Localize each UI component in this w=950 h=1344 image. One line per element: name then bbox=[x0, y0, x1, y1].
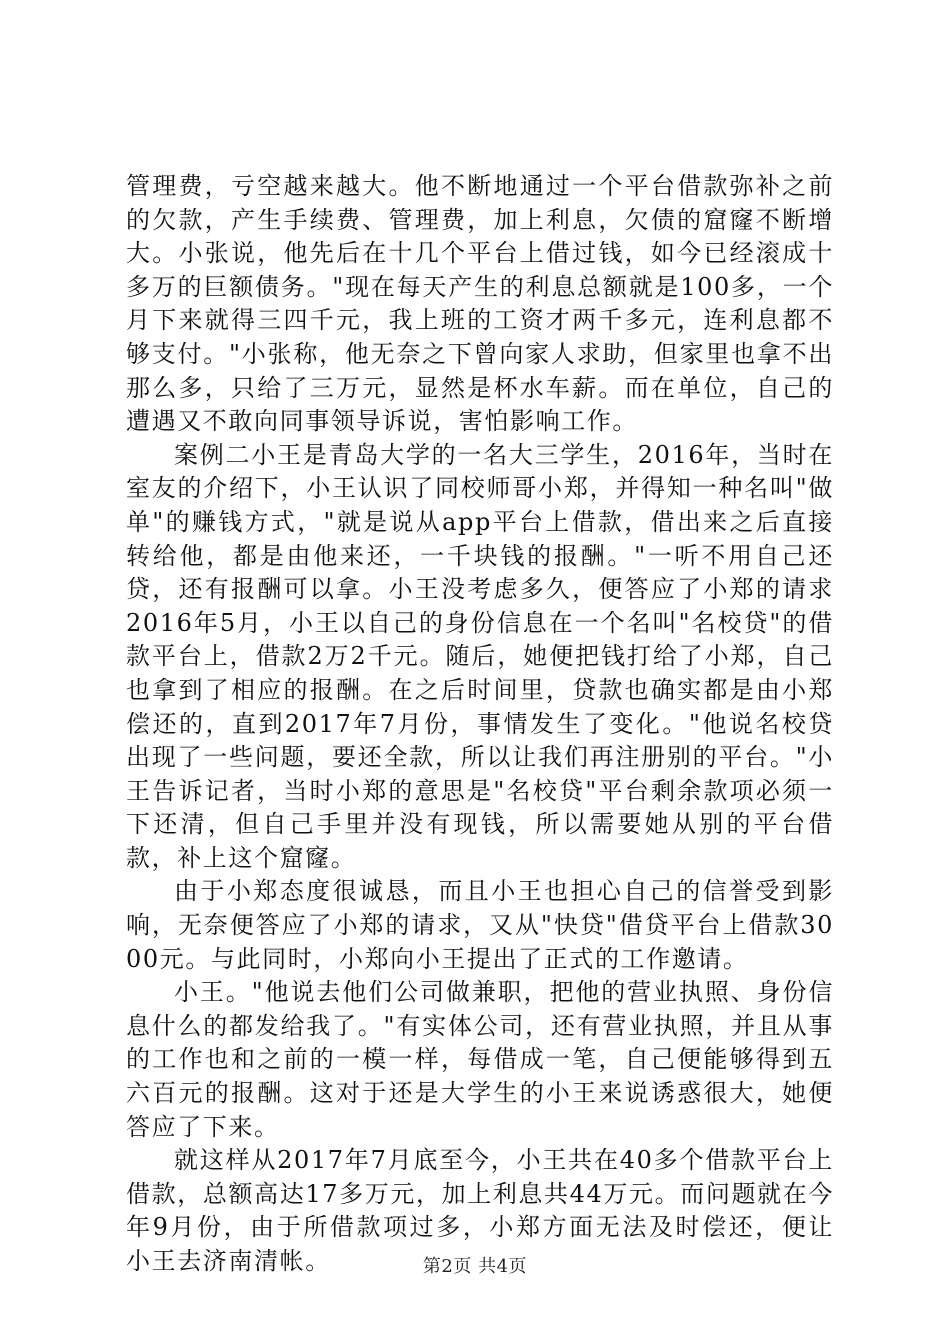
paragraph-1: 管理费，亏空越来越大。他不断地通过一个平台借款弥补之前的欠款，产生手续费、管理费，加上利息，欠债的窟窿不断增大。小张说，他先后在十几个平台上借过钱，如今已经滚成十多万的巨额债务。"现在每天产生的利息总额就是100多，一个月下来就得三四千元，我上班的工资才两千多元，连利息都不够支付。"小张称，他无奈之下曾向家人求助，但家里也拿不出那么多，只给了三万元，显然是杯水车薪。而在单位，自己的遭遇又不敢向同事领导诉说，害怕影响工作。 bbox=[126, 172, 834, 436]
paragraph-2: 案例二小王是青岛大学的一名大三学生，2016年，当时在室友的介绍下，小王认识了同校师哥小郑，并得知一种名叫"做单"的赚钱方式，"就是说从app平台上借款，借出来之后直接转给他，都是由他来还，一千块钱的报酬。"一听不用自己还贷，还有报酬可以拿。小王没考虑多久，便答应了小郑的请求2016年5月，小王以自己的身份信息在一个名叫"名校贷"的借款平台上，借款2万2千元。随后，她便把钱打给了小郑，自己也拿到了相应的报酬。在之后时间里，贷款也确实都是由小郑偿还的，直到2017年7月份，事情发生了变化。"他说名校贷出现了一些问题，要还全款，所以让我们再注册别的平台。"小王告诉记者，当时小郑的意思是"名校贷"平台剩余款项必须一下还清，但自己手里并没有现钱，所以需要她从别的平台借款，补上这个窟窿。 bbox=[126, 440, 834, 872]
paragraph-4: 小王。"他说去他们公司做兼职，把他的营业执照、身份信息什么的都发给我了。"有实体公司，还有营业执照，并且从事的工作也和之前的一模一样，每借成一笔，自己便能够得到五六百元的报酬。这对于还是大学生的小王来说诱惑很大，她便答应了下来。 bbox=[126, 978, 834, 1141]
document-body bbox=[126, 170, 834, 1279]
paragraph-3: 由于小郑态度很诚恳，而且小王也担心自己的信誉受到影响，无奈便答应了小郑的请求，又从"快贷"借贷平台上借款3000元。与此同时，小郑向小王提出了正式的工作邀请。 bbox=[126, 877, 834, 973]
page-number-footer: 第2页 共4页 bbox=[422, 1256, 528, 1277]
paragraph-5: 就这样从2017年7月底至今，小王共在40多个借款平台上借款，总额高达17多万元，加上利息共44万元。而问题就在今年9月份，由于所借款项过多，小郑方面无法及时偿还，便让小王去济南清帐。 bbox=[126, 1146, 834, 1275]
